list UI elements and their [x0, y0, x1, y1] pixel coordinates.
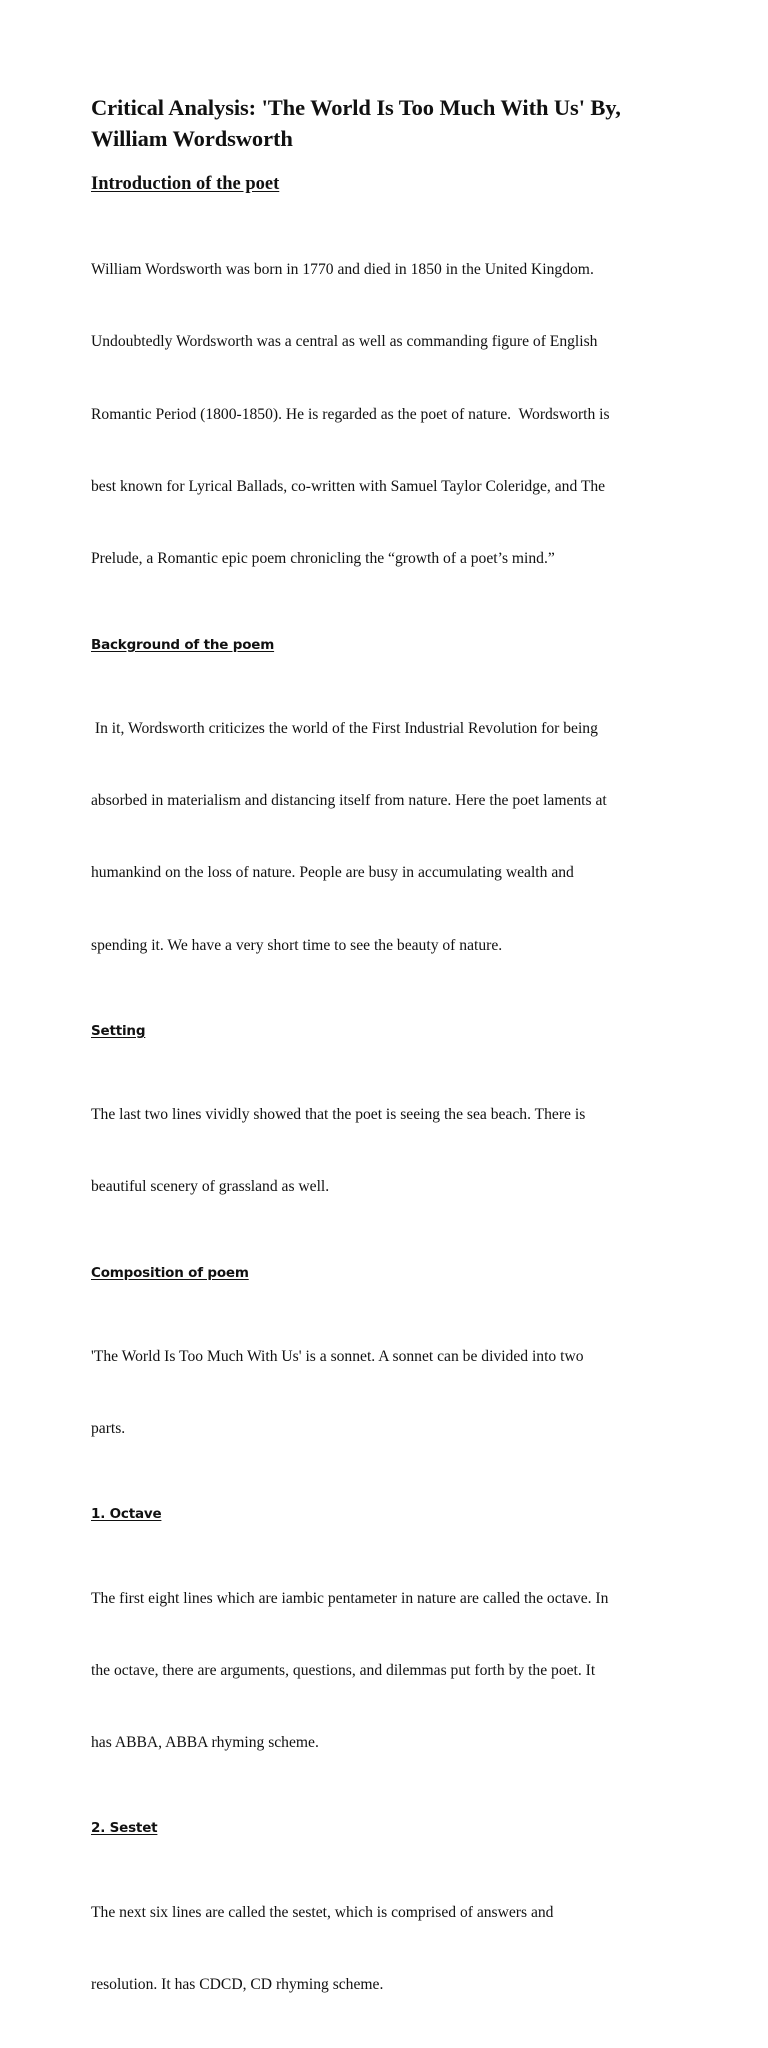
section-heading-introduction: Introduction of the poet: [91, 174, 280, 194]
section-heading-background: Background of the poem: [91, 636, 275, 653]
title-line: Critical Analysis: 'The World Is Too Much With Us' By,: [91, 95, 621, 120]
text-line: parts.: [91, 1420, 126, 1438]
document-title: [91, 92, 691, 154]
section-heading-composition: Composition of poem: [91, 1264, 249, 1281]
text-line: Romantic Period (1800-1850). He is regarded as the poet of nature. Wordsworth is: [91, 405, 610, 423]
section-heading-sestet: 2. Sestet: [91, 1820, 158, 1837]
paragraph-octave: [91, 1538, 691, 1803]
paragraph-background: [91, 669, 691, 1006]
text-line: In it, Wordsworth criticizes the world of the First Industrial Revolution for being: [91, 719, 598, 737]
paragraph-introduction: [91, 210, 691, 620]
text-line: Prelude, a Romantic epic poem chronicling the “growth of a poet’s mind.”: [91, 550, 555, 568]
section-heading-setting: Setting: [91, 1022, 146, 1039]
paragraph-composition: [91, 1297, 691, 1490]
text-line: beautiful scenery of grassland as well.: [91, 1178, 330, 1196]
text-line: 'The World Is Too Much With Us' is a sonnet. A sonnet can be divided into two: [91, 1347, 584, 1365]
text-line: the octave, there are arguments, questions, and dilemmas put forth by the poet. It: [91, 1661, 596, 1679]
text-line: William Wordsworth was born in 1770 and died in 1850 in the United Kingdom.: [91, 261, 594, 279]
text-line: best known for Lyrical Ballads, co-written with Samuel Taylor Coleridge, and The: [91, 478, 606, 496]
text-line: Undoubtedly Wordsworth was a central as well as commanding figure of English: [91, 333, 598, 351]
text-line: The first eight lines which are iambic pentameter in nature are called the octave. In: [91, 1589, 609, 1607]
text-line: The next six lines are called the sestet, which is comprised of answers and: [91, 1903, 554, 1921]
document-page: [91, 92, 691, 2048]
paragraph-setting: [91, 1055, 691, 1248]
text-line: humankind on the loss of nature. People are busy in accumulating wealth and: [91, 864, 574, 882]
text-line: absorbed in materialism and distancing itself from nature. Here the poet laments at: [91, 792, 607, 810]
text-line: The last two lines vividly showed that the poet is seeing the sea beach. There is: [91, 1106, 586, 1124]
text-line: resolution. It has CDCD, CD rhyming scheme.: [91, 1975, 384, 1993]
title-line: William Wordsworth: [91, 126, 293, 151]
text-line: spending it. We have a very short time to see the beauty of nature.: [91, 936, 503, 954]
section-heading-octave: 1. Octave: [91, 1506, 162, 1523]
paragraph-sestet: [91, 1852, 691, 2045]
text-line: has ABBA, ABBA rhyming scheme.: [91, 1734, 319, 1752]
